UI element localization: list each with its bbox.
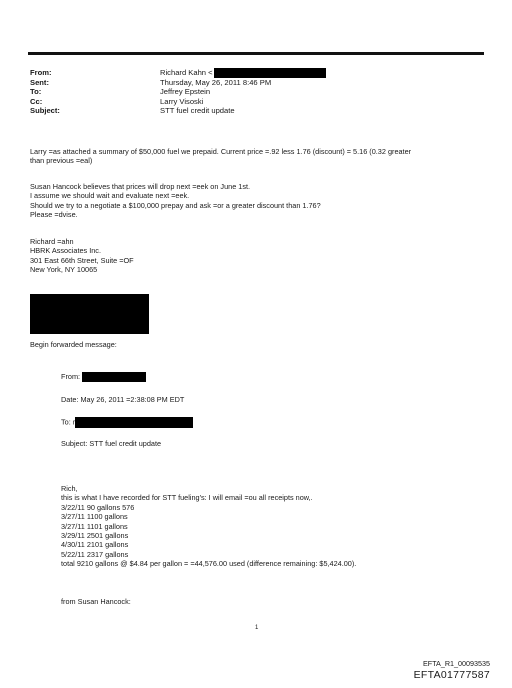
forwarded-subject: Subject: STT fuel credit update <box>61 439 162 448</box>
signature-city: New York, NY 10065 <box>30 265 98 275</box>
forwarded-body <box>61 484 356 569</box>
to-value: Jeffrey Epstein <box>160 87 211 97</box>
to-label: To: <box>30 87 42 97</box>
bates-number-small: EFTA_R1_00093535 <box>423 659 490 668</box>
list-item: 3/27/11 1100 gallons <box>61 512 128 522</box>
redaction-box <box>82 372 146 382</box>
total-line: total 9210 gallons @ $4.84 per gallon = =44,576.00 used (difference remaining: $5,424.00). <box>61 559 357 569</box>
sent-label: Sent: <box>30 77 49 87</box>
forwarded-to: To: r <box>61 417 193 428</box>
signature-name: Richard =ahn <box>30 237 74 246</box>
message-paragraph-2: Susan Hancock believes that prices will drop next =eek on June 1st. I assume we should wait and evaluate next =eek. Should we try to a negotiate a $100,000 prepay and ask =or a greater discount than 1.76? Please =dvise. <box>30 182 321 220</box>
from-label: From: <box>30 68 52 77</box>
message-paragraph-1: Larry =as attached a summary of $50,000 fuel we prepaid. Current price =.92 less 1.76 (discount) = 5.16 (0.32 greater than previous =eal) <box>30 147 412 166</box>
signature-company: HBRK Associates Inc. <box>30 246 101 256</box>
redaction-box <box>30 294 149 334</box>
sent-value: Thursday, May 26, 2011 8:46 PM <box>160 77 272 87</box>
greeting: Rich, <box>61 484 78 493</box>
header-labels <box>30 68 60 116</box>
list-item: 3/27/11 1101 gallons <box>61 521 128 531</box>
signature <box>30 237 134 275</box>
header-rule <box>28 52 484 55</box>
intro-line: this is what I have recorded for STT fueling's: I will email =ou all receipts now,. <box>61 493 313 503</box>
closing-line: from Susan Hancock: <box>61 597 131 606</box>
signature-address: 301 East 66th Street, Suite =OF <box>30 255 134 265</box>
page-number: 1 <box>255 625 259 631</box>
cc-value: Larry Visoski <box>160 96 204 106</box>
header-values <box>160 68 326 116</box>
bates-number-large: EFTA01777587 <box>413 669 490 681</box>
cc-label: Cc: <box>30 96 43 106</box>
list-item: 3/29/11 2501 gallons <box>61 531 129 541</box>
redaction-box <box>75 417 193 428</box>
list-item: 5/22/11 2317 gallons <box>61 549 129 559</box>
forwarded-date: Date: May 26, 2011 =2:38:08 PM EDT <box>61 395 185 404</box>
forwarded-from: From: <box>61 372 146 382</box>
list-item: 3/22/11 90 gallons 576 <box>61 502 135 512</box>
list-item: 4/30/11 2101 gallons <box>61 540 129 550</box>
forward-intro: Begin forwarded message: <box>30 340 117 349</box>
redaction-box <box>214 68 326 78</box>
subject-label: Subject: <box>30 106 60 116</box>
from-value: Richard Kahn < <box>160 68 326 78</box>
subject-value: STT fuel credit update <box>160 106 235 116</box>
